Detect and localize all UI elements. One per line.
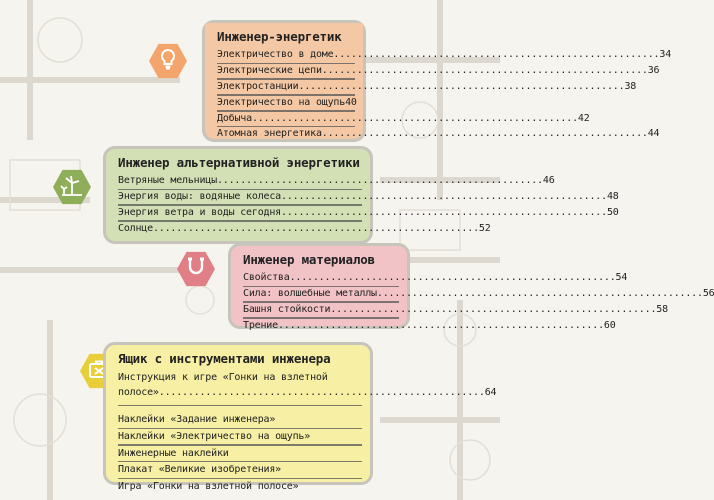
toc-entry-page: 56 bbox=[702, 287, 714, 299]
toc-entry[interactable] bbox=[205, 64, 660, 79]
toc-entry[interactable] bbox=[205, 96, 363, 111]
toc-entry-page: 36 bbox=[647, 64, 660, 76]
toc-entry-page: 48 bbox=[606, 190, 619, 202]
toc-entry-page: 52 bbox=[478, 222, 491, 234]
toc-entry-label: Свойства bbox=[243, 272, 290, 283]
section-alternative-energy-engineer bbox=[103, 146, 619, 244]
toc-entry[interactable] bbox=[106, 174, 555, 189]
toc-entry-label-cont: полосе» bbox=[118, 387, 159, 399]
toc-entry-page: 54 bbox=[615, 272, 628, 283]
toc-entry-page: 42 bbox=[577, 112, 590, 124]
magnet-icon bbox=[184, 255, 208, 283]
toc-entry[interactable] bbox=[106, 479, 370, 494]
section-engineer-toolbox bbox=[103, 342, 497, 492]
wind-turbine-icon bbox=[60, 173, 84, 201]
toc-entry-label: Башня стойкости bbox=[243, 303, 331, 315]
toc-entry[interactable] bbox=[106, 446, 370, 461]
toc-entry-label: Электричество в доме bbox=[217, 49, 334, 60]
section-title: Ящик с инструментами инженера bbox=[118, 351, 331, 366]
toc-entry[interactable] bbox=[106, 370, 497, 401]
toc-entry-page: 40 bbox=[345, 96, 357, 108]
toc-entry-label: Игра «Гонки на взлетной полосе» bbox=[118, 480, 299, 492]
toc-entry-label: Наклейки «Электричество на ощупь» bbox=[118, 430, 311, 442]
section-materials-engineer bbox=[228, 243, 714, 331]
toc-entry-label: Солнце bbox=[118, 222, 153, 234]
toc-entry-label: Электричество на ощупь bbox=[217, 96, 346, 108]
toc-entry-label: Энергия воды: водяные колеса bbox=[118, 190, 281, 202]
toc-entry-label: Плакат «Великие изобретения» bbox=[118, 464, 281, 476]
toc-entry-label: Электростанции bbox=[217, 80, 299, 92]
toc-entry-label: Энергия ветра и воды сегодня bbox=[118, 206, 281, 218]
toc-entry-label: Наклейки «Задание инженера» bbox=[118, 414, 276, 426]
section-title: Инженер-энергетик bbox=[205, 23, 363, 48]
toc-entry-label: Атомная энергетика bbox=[217, 128, 322, 140]
section-title: Инженер альтернативной энергетики bbox=[118, 155, 360, 170]
toc-entry-page: 60 bbox=[603, 319, 616, 331]
toc-entry-page: 58 bbox=[656, 303, 668, 315]
section-energy-engineer bbox=[202, 20, 672, 142]
toc-entry[interactable] bbox=[231, 303, 668, 318]
toc-entry-label: Инженерные наклейки bbox=[118, 447, 229, 459]
toc-entry-label: Добыча bbox=[217, 112, 252, 124]
toc-entry-page: 64 bbox=[484, 387, 497, 399]
toc-entry[interactable] bbox=[231, 271, 628, 286]
toc-entry[interactable] bbox=[231, 287, 714, 302]
toc-entry[interactable] bbox=[106, 206, 619, 221]
section-title: Инженер материалов bbox=[243, 252, 375, 267]
toc-entry[interactable] bbox=[106, 222, 491, 237]
toc-entry-page: 44 bbox=[647, 128, 660, 140]
toc-entry[interactable] bbox=[231, 319, 616, 334]
toc-entry[interactable] bbox=[106, 190, 619, 205]
toc-entry[interactable] bbox=[106, 429, 370, 444]
toc-entry[interactable] bbox=[106, 462, 370, 477]
toc-entry[interactable] bbox=[205, 112, 590, 127]
toc-entry-page: 34 bbox=[659, 49, 672, 60]
toc-entry-page: 50 bbox=[606, 206, 619, 218]
toc-entry-label: Ветряные мельницы bbox=[118, 175, 217, 186]
toc-entry-label: Трение bbox=[243, 319, 278, 331]
toc-entry[interactable] bbox=[205, 48, 672, 63]
toc-entry-page: 38 bbox=[624, 80, 637, 92]
toc-entry[interactable] bbox=[205, 127, 660, 142]
toc-entry-label: Электрические цепи bbox=[217, 64, 322, 76]
toc-entry-label: Инструкция к игре «Гонки на взлетной bbox=[118, 372, 328, 383]
toc-entry[interactable] bbox=[205, 80, 637, 95]
toc-entry[interactable] bbox=[106, 412, 370, 427]
toc-entry-label: Сила: волшебные металлы bbox=[243, 287, 377, 299]
toc-entry-page: 46 bbox=[542, 175, 555, 186]
lightbulb-icon bbox=[156, 47, 180, 75]
